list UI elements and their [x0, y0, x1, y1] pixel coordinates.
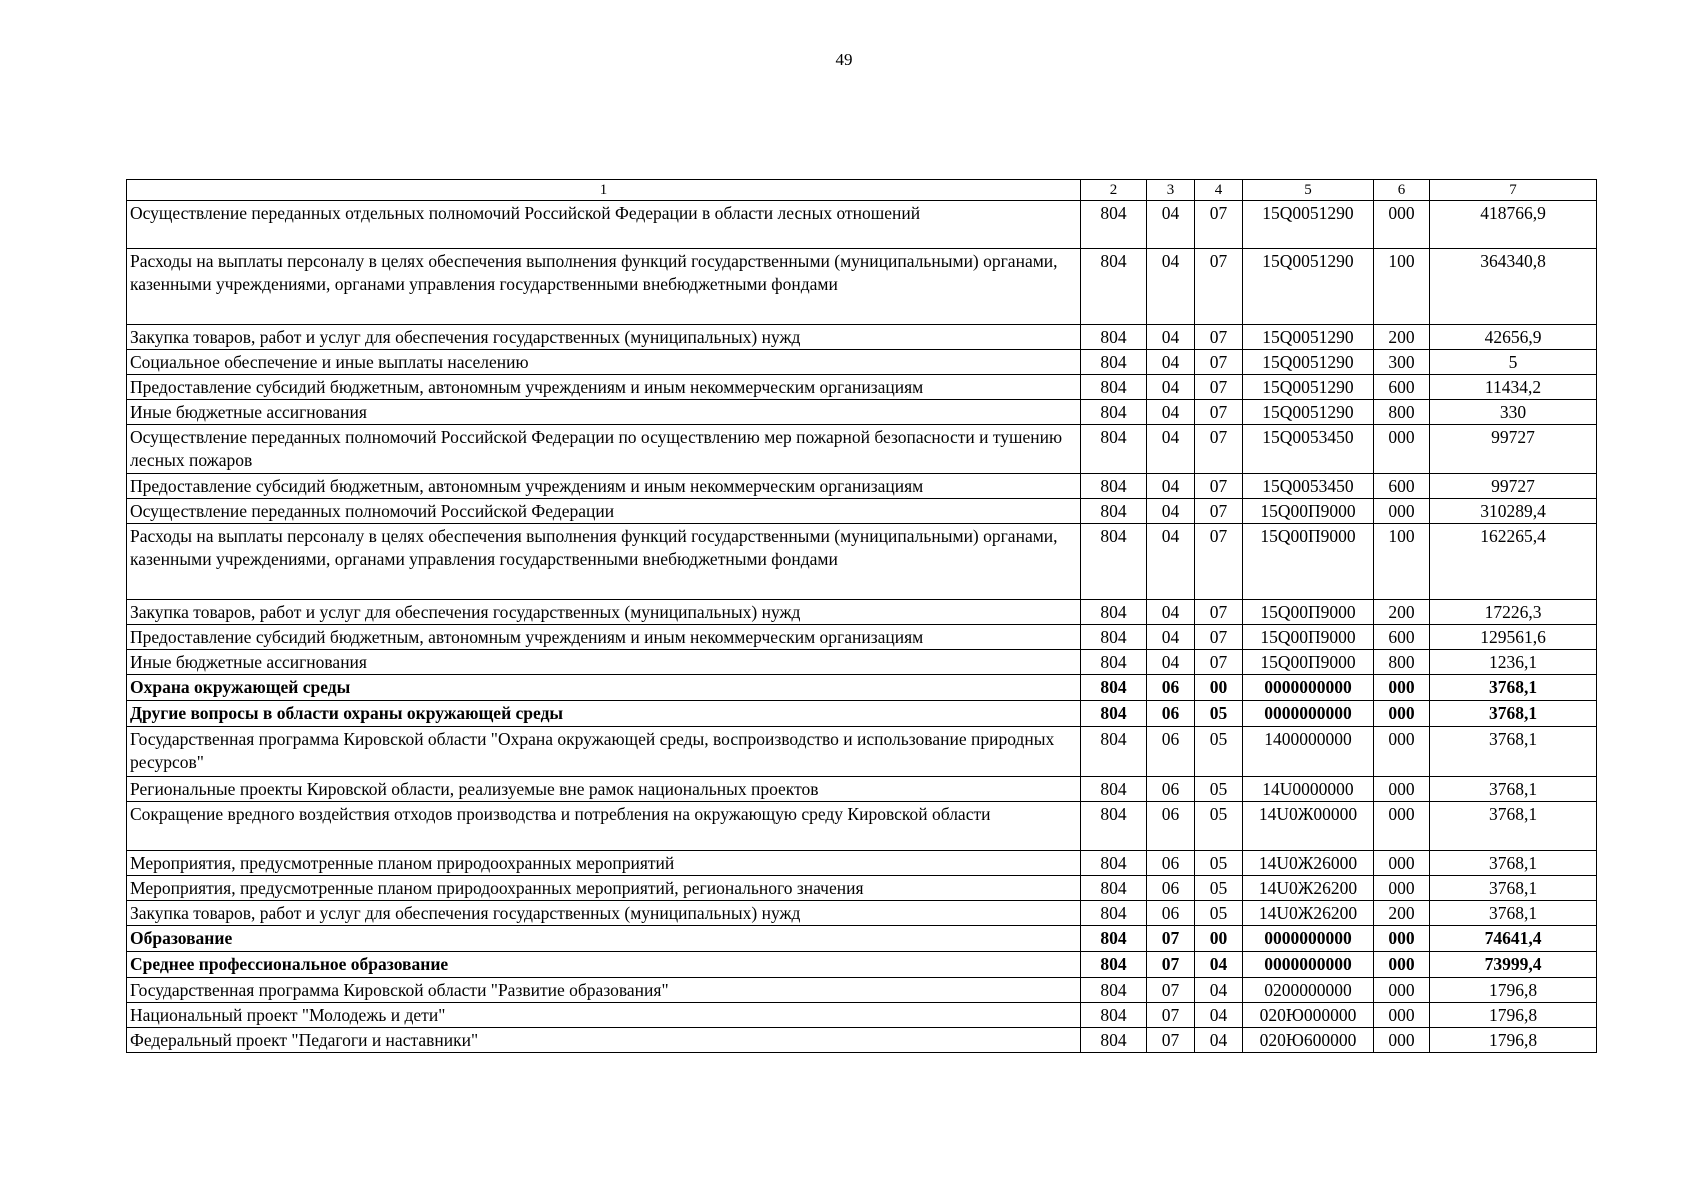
target-article-cell: 15Q00П9000	[1243, 524, 1374, 600]
header-row	[127, 180, 1597, 201]
ministry-code-cell: 804	[1081, 978, 1147, 1003]
ministry-code-cell: 804	[1081, 901, 1147, 926]
amount-cell: 129561,6	[1430, 625, 1597, 650]
amount-cell: 162265,4	[1430, 524, 1597, 600]
section-cell: 06	[1147, 777, 1195, 802]
expense-type-cell: 000	[1374, 777, 1430, 802]
subsection-cell: 05	[1195, 851, 1243, 876]
subsection-cell: 05	[1195, 802, 1243, 851]
header-cell: 1	[127, 180, 1081, 201]
table-row	[127, 474, 1597, 499]
subsection-cell: 07	[1195, 600, 1243, 625]
expense-type-cell: 200	[1374, 901, 1430, 926]
table-row	[127, 926, 1597, 952]
table-row	[127, 600, 1597, 625]
target-article-cell: 15Q0051290	[1243, 400, 1374, 425]
target-article-cell: 15Q0051290	[1243, 249, 1374, 325]
table-row	[127, 201, 1597, 249]
ministry-code-cell: 804	[1081, 524, 1147, 600]
section-cell: 06	[1147, 701, 1195, 727]
target-article-cell: 020Ю600000	[1243, 1028, 1374, 1053]
item-name-cell: Предоставление субсидий бюджетным, автономным учреждениям и иным некоммерческим организациям	[127, 625, 1081, 650]
target-article-cell: 15Q0053450	[1243, 474, 1374, 499]
item-name-cell: Охрана окружающей среды	[127, 675, 1081, 701]
subsection-cell: 07	[1195, 499, 1243, 524]
section-cell: 07	[1147, 926, 1195, 952]
header-cell: 6	[1374, 180, 1430, 201]
ministry-code-cell: 804	[1081, 675, 1147, 701]
expense-type-cell: 000	[1374, 425, 1430, 474]
amount-cell: 418766,9	[1430, 201, 1597, 249]
section-cell: 06	[1147, 851, 1195, 876]
ministry-code-cell: 804	[1081, 600, 1147, 625]
ministry-code-cell: 804	[1081, 400, 1147, 425]
item-name-cell: Мероприятия, предусмотренные планом природоохранных мероприятий	[127, 851, 1081, 876]
expense-type-cell: 600	[1374, 625, 1430, 650]
subsection-cell: 04	[1195, 1028, 1243, 1053]
item-name-cell: Образование	[127, 926, 1081, 952]
target-article-cell: 0200000000	[1243, 978, 1374, 1003]
ministry-code-cell: 804	[1081, 802, 1147, 851]
ministry-code-cell: 804	[1081, 375, 1147, 400]
item-name-cell: Предоставление субсидий бюджетным, автономным учреждениям и иным некоммерческим организациям	[127, 474, 1081, 499]
table-row	[127, 325, 1597, 350]
item-name-cell: Закупка товаров, работ и услуг для обеспечения государственных (муниципальных) нужд	[127, 600, 1081, 625]
expense-type-cell: 000	[1374, 978, 1430, 1003]
section-cell: 07	[1147, 978, 1195, 1003]
table-row	[127, 727, 1597, 777]
expense-type-cell: 100	[1374, 249, 1430, 325]
subsection-cell: 05	[1195, 901, 1243, 926]
item-name-cell: Предоставление субсидий бюджетным, автономным учреждениям и иным некоммерческим организациям	[127, 375, 1081, 400]
ministry-code-cell: 804	[1081, 499, 1147, 524]
table-row	[127, 701, 1597, 727]
expense-type-cell: 000	[1374, 926, 1430, 952]
target-article-cell: 020Ю000000	[1243, 1003, 1374, 1028]
table-row	[127, 375, 1597, 400]
section-cell: 06	[1147, 727, 1195, 777]
item-name-cell: Среднее профессиональное образование	[127, 952, 1081, 978]
target-article-cell: 0000000000	[1243, 952, 1374, 978]
expense-type-cell: 000	[1374, 1003, 1430, 1028]
amount-cell: 3768,1	[1430, 901, 1597, 926]
section-cell: 07	[1147, 952, 1195, 978]
target-article-cell: 14U0Ж26200	[1243, 876, 1374, 901]
table-row	[127, 1028, 1597, 1053]
amount-cell: 3768,1	[1430, 675, 1597, 701]
item-name-cell: Осуществление переданных полномочий Российской Федерации	[127, 499, 1081, 524]
target-article-cell: 14U0Ж00000	[1243, 802, 1374, 851]
section-cell: 04	[1147, 325, 1195, 350]
amount-cell: 5	[1430, 350, 1597, 375]
subsection-cell: 04	[1195, 1003, 1243, 1028]
ministry-code-cell: 804	[1081, 350, 1147, 375]
subsection-cell: 05	[1195, 876, 1243, 901]
expense-type-cell: 100	[1374, 524, 1430, 600]
header-cell: 3	[1147, 180, 1195, 201]
target-article-cell: 15Q0051290	[1243, 201, 1374, 249]
amount-cell: 73999,4	[1430, 952, 1597, 978]
item-name-cell: Закупка товаров, работ и услуг для обеспечения государственных (муниципальных) нужд	[127, 901, 1081, 926]
amount-cell: 99727	[1430, 425, 1597, 474]
header-cell: 7	[1430, 180, 1597, 201]
amount-cell: 3768,1	[1430, 851, 1597, 876]
item-name-cell: Осуществление переданных полномочий Российской Федерации по осуществлению мер пожарной безопасности и тушению лесных пожаров	[127, 425, 1081, 474]
table-row	[127, 400, 1597, 425]
expense-type-cell: 300	[1374, 350, 1430, 375]
target-article-cell: 15Q00П9000	[1243, 600, 1374, 625]
expense-type-cell: 800	[1374, 650, 1430, 675]
ministry-code-cell: 804	[1081, 201, 1147, 249]
table-row	[127, 876, 1597, 901]
table-row	[127, 625, 1597, 650]
section-cell: 04	[1147, 499, 1195, 524]
expense-type-cell: 000	[1374, 701, 1430, 727]
table-row	[127, 777, 1597, 802]
amount-cell: 74641,4	[1430, 926, 1597, 952]
ministry-code-cell: 804	[1081, 851, 1147, 876]
item-name-cell: Государственная программа Кировской области "Охрана окружающей среды, воспроизводство и использование природных ресурсов"	[127, 727, 1081, 777]
subsection-cell: 00	[1195, 926, 1243, 952]
section-cell: 04	[1147, 249, 1195, 325]
subsection-cell: 07	[1195, 625, 1243, 650]
subsection-cell: 07	[1195, 474, 1243, 499]
expense-type-cell: 000	[1374, 952, 1430, 978]
target-article-cell: 14U0Ж26200	[1243, 901, 1374, 926]
expense-type-cell: 600	[1374, 474, 1430, 499]
item-name-cell: Сокращение вредного воздействия отходов производства и потребления на окружающую среду Кировской области	[127, 802, 1081, 851]
section-cell: 04	[1147, 425, 1195, 474]
target-article-cell: 15Q00П9000	[1243, 650, 1374, 675]
amount-cell: 1796,8	[1430, 1028, 1597, 1053]
expense-type-cell: 800	[1374, 400, 1430, 425]
section-cell: 04	[1147, 474, 1195, 499]
amount-cell: 1796,8	[1430, 978, 1597, 1003]
expense-type-cell: 000	[1374, 876, 1430, 901]
section-cell: 04	[1147, 375, 1195, 400]
subsection-cell: 04	[1195, 952, 1243, 978]
amount-cell: 11434,2	[1430, 375, 1597, 400]
table-row	[127, 978, 1597, 1003]
target-article-cell: 0000000000	[1243, 701, 1374, 727]
section-cell: 07	[1147, 1028, 1195, 1053]
expense-type-cell: 200	[1374, 325, 1430, 350]
amount-cell: 17226,3	[1430, 600, 1597, 625]
item-name-cell: Региональные проекты Кировской области, реализуемые вне рамок национальных проектов	[127, 777, 1081, 802]
subsection-cell: 00	[1195, 675, 1243, 701]
subsection-cell: 05	[1195, 727, 1243, 777]
expense-type-cell: 000	[1374, 201, 1430, 249]
subsection-cell: 07	[1195, 375, 1243, 400]
amount-cell: 42656,9	[1430, 325, 1597, 350]
table-row	[127, 650, 1597, 675]
subsection-cell: 05	[1195, 701, 1243, 727]
table-row	[127, 901, 1597, 926]
expense-type-cell: 000	[1374, 675, 1430, 701]
ministry-code-cell: 804	[1081, 1003, 1147, 1028]
target-article-cell: 15Q0051290	[1243, 375, 1374, 400]
item-name-cell: Расходы на выплаты персоналу в целях обеспечения выполнения функций государственными (муниципальными) органами, казенными учреждениями, органами управления государственными внебюджетными фондами	[127, 249, 1081, 325]
section-cell: 07	[1147, 1003, 1195, 1028]
header-cell: 5	[1243, 180, 1374, 201]
budget-table	[126, 179, 1597, 1053]
section-cell: 06	[1147, 802, 1195, 851]
target-article-cell: 0000000000	[1243, 926, 1374, 952]
expense-type-cell: 600	[1374, 375, 1430, 400]
target-article-cell: 15Q00П9000	[1243, 499, 1374, 524]
subsection-cell: 07	[1195, 249, 1243, 325]
item-name-cell: Федеральный проект "Педагоги и наставники"	[127, 1028, 1081, 1053]
expense-type-cell: 200	[1374, 600, 1430, 625]
ministry-code-cell: 804	[1081, 701, 1147, 727]
amount-cell: 3768,1	[1430, 802, 1597, 851]
item-name-cell: Осуществление переданных отдельных полномочий Российской Федерации в области лесных отношений	[127, 201, 1081, 249]
table-row	[127, 499, 1597, 524]
table-row	[127, 1003, 1597, 1028]
amount-cell: 99727	[1430, 474, 1597, 499]
table-row	[127, 802, 1597, 851]
target-article-cell: 15Q00П9000	[1243, 625, 1374, 650]
expense-type-cell: 000	[1374, 802, 1430, 851]
section-cell: 04	[1147, 400, 1195, 425]
ministry-code-cell: 804	[1081, 425, 1147, 474]
section-cell: 04	[1147, 625, 1195, 650]
section-cell: 04	[1147, 201, 1195, 249]
target-article-cell: 15Q0051290	[1243, 350, 1374, 375]
item-name-cell: Иные бюджетные ассигнования	[127, 650, 1081, 675]
item-name-cell: Национальный проект "Молодежь и дети"	[127, 1003, 1081, 1028]
target-article-cell: 15Q0051290	[1243, 325, 1374, 350]
subsection-cell: 07	[1195, 350, 1243, 375]
amount-cell: 330	[1430, 400, 1597, 425]
table-row	[127, 952, 1597, 978]
table-body	[127, 180, 1597, 1053]
table-row	[127, 851, 1597, 876]
amount-cell: 1236,1	[1430, 650, 1597, 675]
subsection-cell: 04	[1195, 978, 1243, 1003]
section-cell: 04	[1147, 524, 1195, 600]
header-cell: 4	[1195, 180, 1243, 201]
item-name-cell: Государственная программа Кировской области "Развитие образования"	[127, 978, 1081, 1003]
target-article-cell: 15Q0053450	[1243, 425, 1374, 474]
ministry-code-cell: 804	[1081, 876, 1147, 901]
target-article-cell: 14U0Ж26000	[1243, 851, 1374, 876]
ministry-code-cell: 804	[1081, 952, 1147, 978]
item-name-cell: Закупка товаров, работ и услуг для обеспечения государственных (муниципальных) нужд	[127, 325, 1081, 350]
subsection-cell: 07	[1195, 400, 1243, 425]
ministry-code-cell: 804	[1081, 727, 1147, 777]
item-name-cell: Расходы на выплаты персоналу в целях обеспечения выполнения функций государственными (муниципальными) органами, казенными учреждениями, органами управления государственными внебюджетными фондами	[127, 524, 1081, 600]
section-cell: 06	[1147, 901, 1195, 926]
subsection-cell: 07	[1195, 524, 1243, 600]
subsection-cell: 07	[1195, 650, 1243, 675]
expense-type-cell: 000	[1374, 499, 1430, 524]
amount-cell: 3768,1	[1430, 876, 1597, 901]
table-row	[127, 425, 1597, 474]
amount-cell: 3768,1	[1430, 701, 1597, 727]
ministry-code-cell: 804	[1081, 325, 1147, 350]
amount-cell: 364340,8	[1430, 249, 1597, 325]
amount-cell: 3768,1	[1430, 727, 1597, 777]
ministry-code-cell: 804	[1081, 650, 1147, 675]
amount-cell: 1796,8	[1430, 1003, 1597, 1028]
subsection-cell: 07	[1195, 325, 1243, 350]
section-cell: 06	[1147, 675, 1195, 701]
ministry-code-cell: 804	[1081, 625, 1147, 650]
ministry-code-cell: 804	[1081, 777, 1147, 802]
expense-type-cell: 000	[1374, 727, 1430, 777]
ministry-code-cell: 804	[1081, 1028, 1147, 1053]
ministry-code-cell: 804	[1081, 249, 1147, 325]
header-cell: 2	[1081, 180, 1147, 201]
amount-cell: 310289,4	[1430, 499, 1597, 524]
item-name-cell: Другие вопросы в области охраны окружающей среды	[127, 701, 1081, 727]
table-row	[127, 249, 1597, 325]
item-name-cell: Социальное обеспечение и иные выплаты населению	[127, 350, 1081, 375]
item-name-cell: Мероприятия, предусмотренные планом природоохранных мероприятий, регионального значения	[127, 876, 1081, 901]
expense-type-cell: 000	[1374, 1028, 1430, 1053]
subsection-cell: 07	[1195, 425, 1243, 474]
section-cell: 04	[1147, 350, 1195, 375]
amount-cell: 3768,1	[1430, 777, 1597, 802]
target-article-cell: 1400000000	[1243, 727, 1374, 777]
target-article-cell: 14U0000000	[1243, 777, 1374, 802]
section-cell: 04	[1147, 600, 1195, 625]
ministry-code-cell: 804	[1081, 474, 1147, 499]
page-number: 49	[835, 50, 853, 69]
table-row	[127, 350, 1597, 375]
ministry-code-cell: 804	[1081, 926, 1147, 952]
target-article-cell: 0000000000	[1243, 675, 1374, 701]
section-cell: 06	[1147, 876, 1195, 901]
item-name-cell: Иные бюджетные ассигнования	[127, 400, 1081, 425]
expense-type-cell: 000	[1374, 851, 1430, 876]
section-cell: 04	[1147, 650, 1195, 675]
subsection-cell: 07	[1195, 201, 1243, 249]
subsection-cell: 05	[1195, 777, 1243, 802]
table-row	[127, 524, 1597, 600]
table-row	[127, 675, 1597, 701]
